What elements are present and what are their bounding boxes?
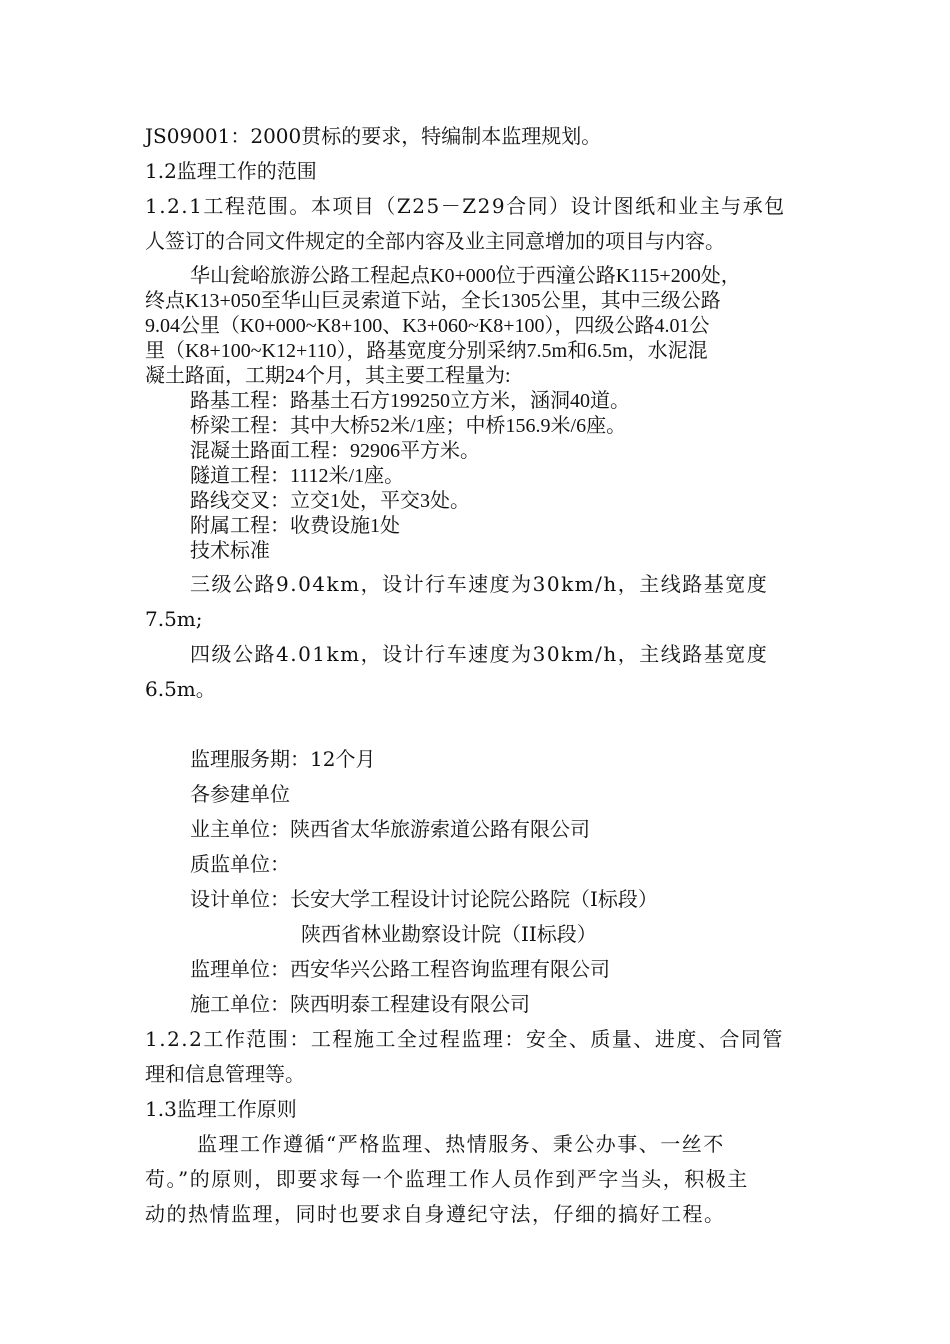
text-line: 凝土路面，工期24个月，其主要工程量为: [145, 365, 511, 387]
text-line: 路线交叉：立交1处，平交3处。 [190, 490, 470, 512]
text-line: 7.5m; [145, 607, 203, 631]
text-line: 业主单位：陕西省太华旅游索道公路有限公司 [190, 817, 590, 841]
text-line: 里（K8+100~K12+110），路基宽度分别采纳7.5m和6.5m，水泥混 [145, 340, 708, 362]
text-line: 三级公路9.04km，设计行车速度为30km/h，主线路基宽度 [190, 572, 769, 596]
text-line: 陕西省林业勘察设计院（II标段） [301, 922, 597, 946]
text-line: 终点K13+050至华山巨灵索道下站，全长1305公里，其中三级公路 [145, 290, 721, 312]
text-line: 技术标准 [190, 540, 270, 562]
section-heading: 1.2监理工作的范围 [145, 159, 317, 183]
text-line: 桥梁工程：其中大桥52米/1座；中桥156.9米/6座。 [190, 415, 627, 437]
text-line: 设计单位：长安大学工程设计讨论院公路院（I标段） [190, 887, 658, 911]
text-line: 四级公路4.01km，设计行车速度为30km/h，主线路基宽度 [190, 642, 769, 666]
text-line: 混凝土路面工程：92906平方米。 [190, 440, 480, 462]
text-line: 各参建单位 [190, 782, 290, 806]
text-line: 施工单位：陕西明泰工程建设有限公司 [190, 992, 530, 1016]
text-line: 1.2.1工程范围。本项目（Z25－Z29合同）设计图纸和业主与承包 [145, 194, 786, 218]
text-line: 人签订的合同文件规定的全部内容及业主同意增加的项目与内容。 [145, 229, 725, 253]
text-line: 1.2.2工作范围：工程施工全过程监理：安全、质量、进度、合同管 [145, 1027, 784, 1051]
text-line: 动的热情监理，同时也要求自身遵纪守法，仔细的搞好工程。 [145, 1202, 726, 1226]
text-line: 监理工作遵循“严格监理、热情服务、秉公办事、一丝不 [197, 1132, 725, 1156]
section-heading: 1.3监理工作原则 [145, 1097, 297, 1121]
text-line: 苟。”的原则，即要求每一个监理工作人员作到严字当头，积极主 [145, 1167, 749, 1191]
text-line: 理和信息管理等。 [145, 1062, 305, 1086]
text-line: 监理服务期：12个月 [190, 747, 376, 771]
text-line: 隧道工程：1112米/1座。 [190, 465, 405, 487]
text-line: 监理单位：西安华兴公路工程咨询监理有限公司 [190, 957, 610, 981]
text-line: 附属工程：收费设施1处 [190, 515, 400, 537]
text-line: 9.04公里（K0+000~K8+100、K3+060~K8+100），四级公路4.01公 [145, 315, 710, 337]
text-line: JS09001：2000贯标的要求，特编制本监理规划。 [145, 124, 602, 148]
text-line: 路基工程：路基土石方199250立方米，涵洞40道。 [190, 390, 630, 412]
text-line: 质监单位： [190, 852, 290, 876]
text-line: 华山瓮峪旅游公路工程起点K0+000位于西潼公路K115+200处， [190, 265, 741, 287]
text-line: 6.5m。 [145, 677, 216, 701]
